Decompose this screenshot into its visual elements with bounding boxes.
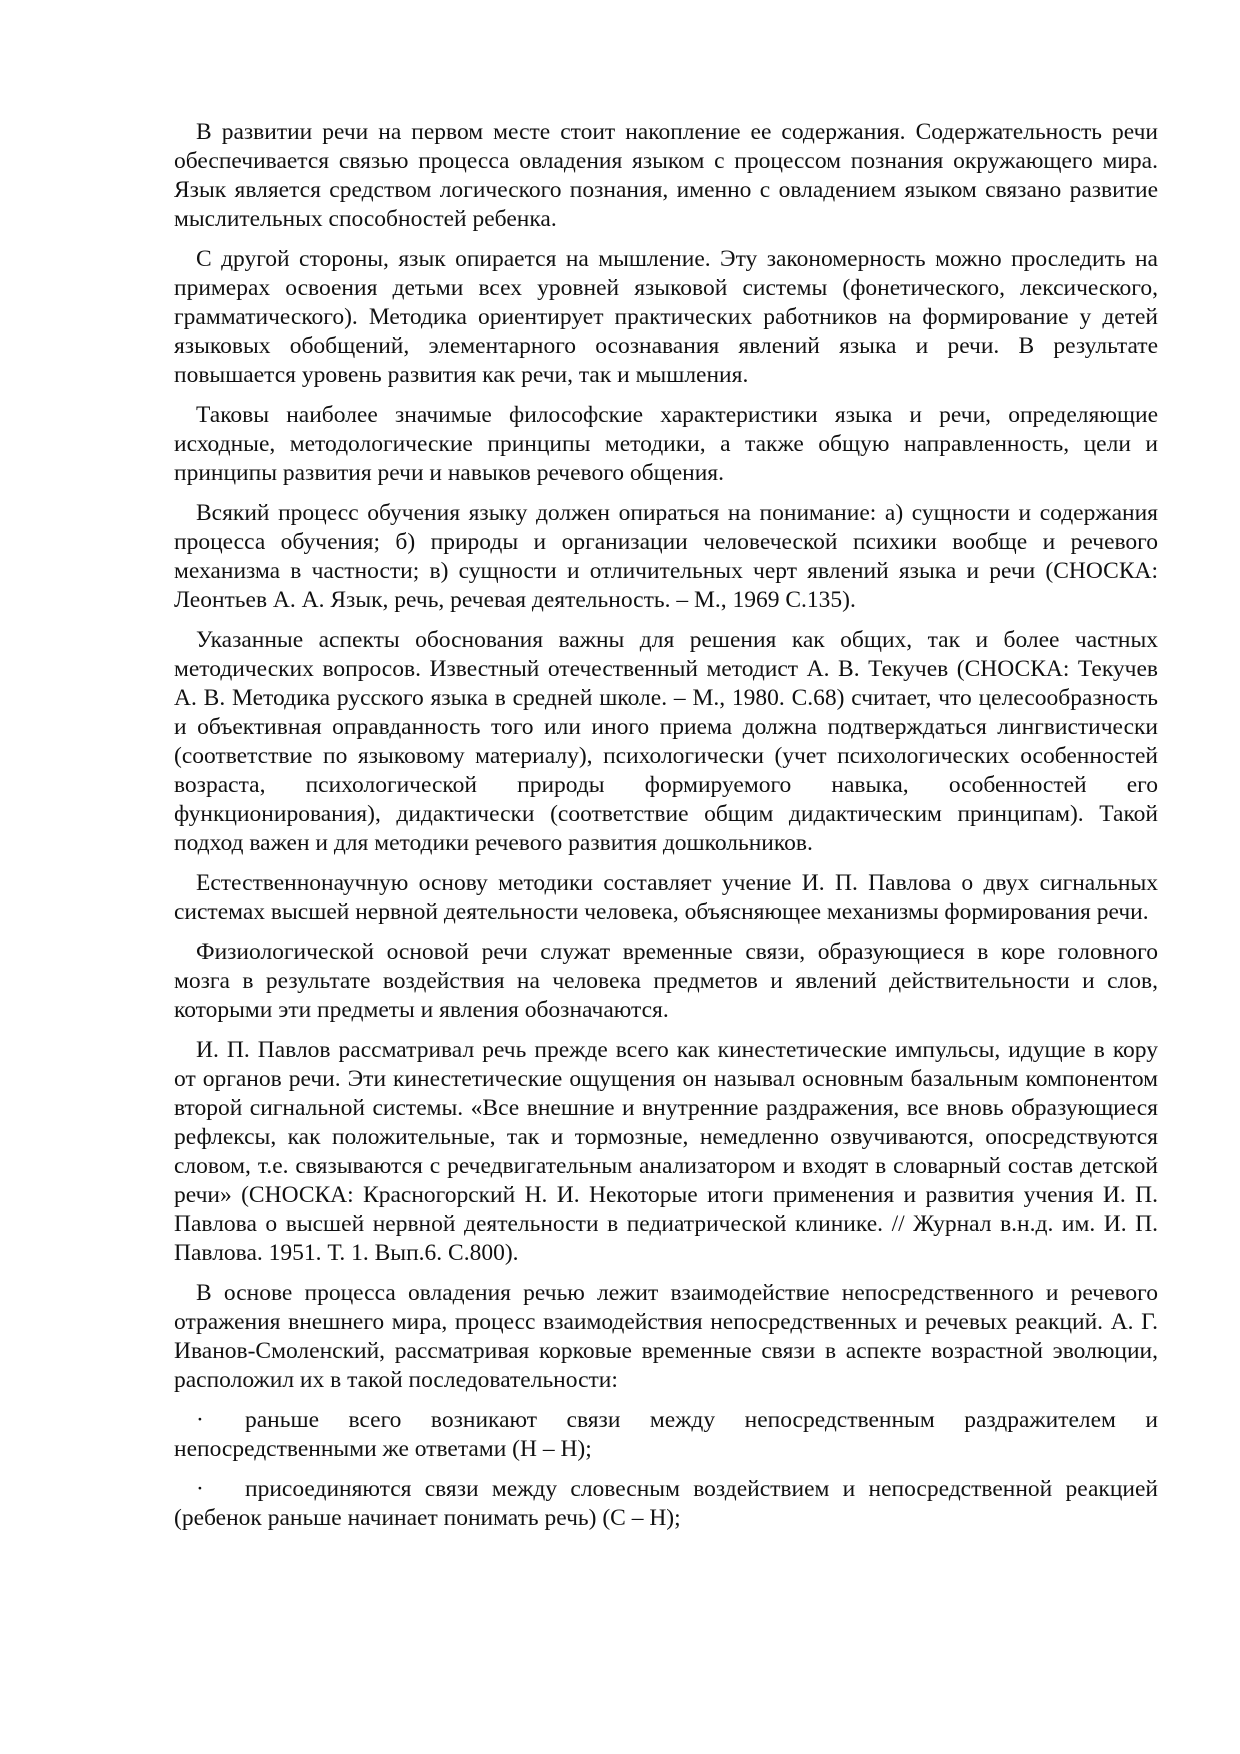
list-item [174,1475,1158,1533]
paragraph-speech-acquisition: В основе процесса овладения речью лежит взаимодействие непосредственного и речевого отражения внешнего мира, процесс взаимодействия непосредственных и речевых реакций. А. Г. Иванов-Смоленский, рассматривая корковые временные связи в аспекте возрастной эволюции, расположил их в такой последовательности: [174,1280,1158,1393]
paragraph-language-thinking: С другой стороны, язык опирается на мышление. Эту закономерность можно проследить на примерах освоения детьми всех уровней языковой системы (фонетического, лексического, грамматического). Методика ориентирует практических работников на формирование у детей языковых обобщений, элементарного осознавания явлений языка и речи. В результате повышается уровень развития как речи, так и мышления. [174,246,1158,388]
bullet-marker: · [196,1407,204,1433]
paragraph-kinesthetic-impulses: И. П. Павлов рассматривал речь прежде всего как кинестетические импульсы, идущие в кору от органов речи. Эти кинестетические ощущения он называл основным базальным компонентом второй сигнальной системы. «Все внешние и внутренние раздражения, все вновь образующиеся рефлексы, как положительные, так и тормозные, немедленно озвучиваются, опосредствуются словом, т.е. связываются с речедвигательным анализатором и входят в словарный состав детской речи» (СНОСКА: Красногорский Н. И. Некоторые итоги применения и развития учения И. П. Павлова о высшей нервной деятельности в педиатрической клинике. // Журнал в.н.д. им. И. П. Павлова. 1951. Т. 1. Вып.6. С.800). [174,1037,1158,1266]
paragraph-methodological-aspects: Указанные аспекты обоснования важны для решения как общих, так и более частных методических вопросов. Известный отечественный методист А. В. Текучев (СНОСКА: Текучев А. В. Методика русского языка в средней школе. – М., 1980. С.68) считает, что целесообразность и объективная оправданность того или иного приема должна подтверждаться лингвистически (соответствие по языковому материалу), психологически (учет психологических особенностей возраста, психологической природы формируемого навыка, особенностей его функционирования), дидактически (соответствие общим дидактическим принципам). Такой подход важен и для методики речевого развития дошкольников. [174,627,1158,856]
list-item [174,1406,1158,1464]
bullet-marker: · [196,1476,204,1502]
document-page [174,118,1158,1544]
paragraph-philosophical-characteristics: Таковы наиболее значимые философские характеристики языка и речи, определяющие исходные, методологические принципы методики, а также общую направленность, цели и принципы развития речи и навыков речевого общения. [174,402,1158,486]
paragraph-physiological-basis: Физиологической основой речи служат временные связи, образующиеся в коре головного мозга в результате воздействия на человека предметов и явлений действительности и слов, которыми эти предметы и явления обозначаются. [174,939,1158,1023]
paragraph-speech-content: В развитии речи на первом месте стоит накопление ее содержания. Содержательность речи обеспечивается связью процесса овладения языком с процессом познания окружающего мира. Язык является средством логического познания, именно с овладением языком связано развитие мыслительных способностей ребенка. [174,119,1158,232]
list-item-text: присоединяются связи между словесным воздействием и непосредственной реакцией (ребенок раньше начинает понимать речь) (С – Н); [174,1476,1158,1531]
list-item-text: раньше всего возникают связи между непосредственным раздражителем и непосредственными же ответами (Н – Н); [174,1407,1158,1462]
paragraph-pavlov-teaching: Естественнонаучную основу методики составляет учение И. П. Павлова о двух сигнальных системах высшей нервной деятельности человека, объясняющее механизмы формирования речи. [174,870,1158,925]
paragraph-learning-process: Всякий процесс обучения языку должен опираться на понимание: а) сущности и содержания процесса обучения; б) природы и организации человеческой психики вообще и речевого механизма в частности; в) сущности и отличительных черт явлений языка и речи (СНОСКА: Леонтьев А. А. Язык, речь, речевая деятельность. – М., 1969 С.135). [174,500,1158,613]
